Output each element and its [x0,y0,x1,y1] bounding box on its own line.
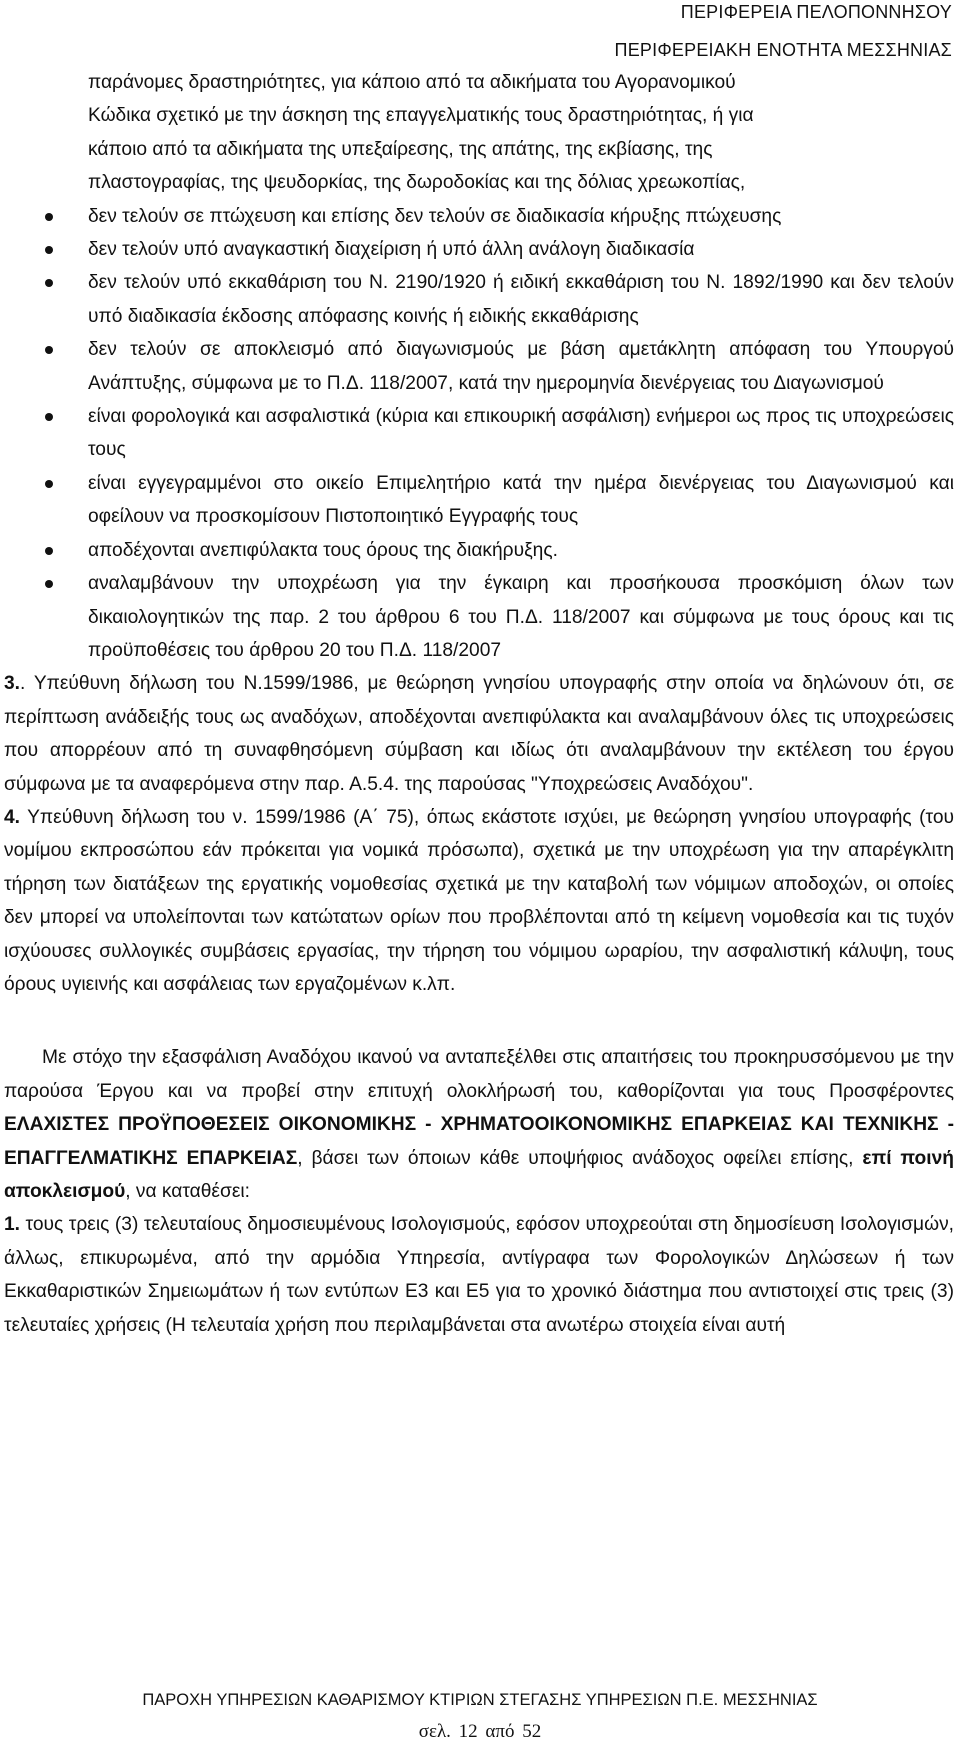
list-item: αναλαμβάνουν την υποχρέωση για την έγκαιρη και προσήκουσα προσκόμιση όλων των δικαιολογητικών της παρ. 2 του άρθρου 6 του Π.Δ. 118/2007 και σύμφωνα με τους όρους και τις προϋποθέσεις του άρθρου 20 του Π.Δ. 118/2007 [4,567,954,667]
list-item: αποδέχονται ανεπιφύλακτα τους όρους της διακήρυξης. [4,534,954,567]
item-number: 1. [4,1214,21,1236]
bullet-icon [45,246,53,254]
intro-paragraph: Με στόχο την εξασφάλιση Αναδόχου ικανού να ανταπεξέλθει στις απαιτήσεις του προκηρυσσόμενου με την παρούσα Έργου και να προβεί στην επιτυχή ολοκλήρωσή του, καθορίζονται για τους Προσφέροντες ΕΛΑΧΙΣΤΕΣ ΠΡΟΫΠΟΘΕΣΕΙΣ ΟΙΚΟΝΟΜΙΚΗΣ - ΧΡΗΜΑΤΟΟΙΚΟΝΟΜΙΚΗΣ ΕΠΑΡΚΕΙΑΣ ΚΑΙ ΤΕΧΝΙΚΗΣ - ΕΠΑΓΓΕΛΜΑΤΙΚΗΣ ΕΠΑΡΚΕΙΑΣ, βάσει των όποιων κάθε υποψήφιος ανάδοχος οφείλει επίσης, επί ποινή αποκλεισμού, να καταθέσει: [4,1047,954,1202]
bullet-icon [45,213,53,221]
item-1-paragraph: 1. τους τρεις (3) τελευταίους δημοσιευμένους Ισολογισμούς, εφόσον υποχρεούται στη δημοσίευση Ισολογισμών, άλλως, επικυρωμένα, από την αρμόδια Υπηρεσία, αντίγραφα των Φορολογικών Δηλώσεων ή των Εκκαθαριστικών Σημειωμάτων ή των εντύπων Ε3 και Ε5 για το χρονικό διάστημα που αντιστοιχεί στις τρεις (3) τελευταίες χρήσεις (Η τελευταία χρήση που περιλαμβάνεται στα ανωτέρω στοιχεία είναι αυτή [4,1214,954,1336]
item-4-paragraph: 4. Υπεύθυνη δήλωση του ν. 1599/1986 (Α΄ 75), όπως εκάστοτε ισχύει, με θεώρηση γνησίου υπογραφής (του νομίμου εκπροσώπου εάν πρόκειται για νομικά πρόσωπα), σχετικά με την υποχρέωση για την απαρέγκλιτη τήρηση των διατάξεων της εργατικής νομοθεσίας σχετικά με την καταβολή των νόμιμων αποδοχών, οι οποίες δεν μπορεί να υπολείπονται των κατώτατων ορίων που προβλέπονται από τη κείμενη νομοθεσία και τις τυχόν ισχύουσες συλλογικές συμβάσεις εργασίας, την τήρηση του νόμιμου ωραρίου, την ασφαλιστική κάλυψη, τους όρους υγιεινής και ασφάλειας των εργαζομένων κ.λπ. [4,806,954,995]
footer-title: ΠΑΡΟΧΗ ΥΠΗΡΕΣΙΩΝ ΚΑΘΑΡΙΣΜΟΥ ΚΤΙΡΙΩΝ ΣΤΕΓΑΣΗΣ ΥΠΗΡΕΣΙΩΝ Π.Ε. ΜΕΣΣΗΝΙΑΣ [142,1691,818,1709]
page-number: σελ. 12 από 52 [418,1721,542,1742]
item-3-paragraph: 3.. Υπεύθυνη δήλωση του Ν.1599/1986, με θεώρηση γνησίου υπογραφής στην οποία να δηλώνουν ότι, σε περίπτωση ανάδειξής τους ως αναδόχων, αποδέχονται ανεπιφύλακτα και αναλαμβάνουν όλες τις υποχρεώσεις που απορρέουν από τη συναφθησόμενη σύμβαση και ιδίως ότι αναλαμβάνουν την εκτέλεση του έργου σύμφωνα με τα αναφερόμενα στην παρ. Α.5.4. της παρούσας "Υποχρεώσεις Αναδόχου". [4,673,954,795]
continuation-line: κάποιο από τα αδικήματα της υπεξαίρεσης, της απάτης, της εκβίασης, της [88,138,713,160]
bullet-icon [45,547,53,555]
list-item: είναι εγγεγραμμένοι στο οικείο Επιμελητήριο κατά την ημέρα διενέργειας του Διαγωνισμού και οφείλουν να προσκομίσουν Πιστοποιητικό Εγγραφής τους [4,467,954,534]
list-item: δεν τελούν σε αποκλεισμό από διαγωνισμούς με βάση αμετάκλητη απόφαση του Υπουργού Ανάπτυξης, σύμφωνα με το Π.Δ. 118/2007, κατά την ημερομηνία διενέργειας του Διαγωνισμού [4,333,954,400]
item-number: 4. [4,806,21,828]
document-body [4,66,954,1342]
bullet-icon [45,346,53,354]
header-unit: ΠΕΡΙΦΕΡΕΙΑΚΗ ΕΝΟΤΗΤΑ ΜΕΣΣΗΝΙΑΣ [614,40,952,60]
penalty-note: επί ποινή αποκλεισμού [4,1147,954,1202]
continuation-line: παράνομες δραστηριότητες, για κάποιο από τα αδικήματα του Αγορανομικού [88,72,736,93]
continuation-line: πλαστογραφίας, της ψευδορκίας, της δωροδοκίας και της δόλιας χρεωκοπίας, [88,172,746,194]
bullet-icon [45,580,53,588]
requirements-list [4,200,954,668]
list-item: δεν τελούν σε πτώχευση και επίσης δεν τελούν σε διαδικασία κήρυξης πτώχευσης [4,200,954,233]
list-item: δεν τελούν υπό αναγκαστική διαχείριση ή υπό άλλη ανάλογη διαδικασία [4,233,954,266]
item-number: 3. [4,673,21,695]
continuation-line: Κώδικα σχετικό με την άσκηση της επαγγελματικής τους δραστηριότητας, ή για [88,105,754,127]
bullet-icon [45,279,53,287]
requirements-heading: ΕΛΑΧΙΣΤΕΣ ΠΡΟΫΠΟΘΕΣΕΙΣ ΟΙΚΟΝΟΜΙΚΗΣ - ΧΡΗΜΑΤΟΟΙΚΟΝΟΜΙΚΗΣ ΕΠΑΡΚΕΙΑΣ ΚΑΙ ΤΕΧΝΙΚΗΣ - ΕΠΑΓΓΕΛΜΑΤΙΚΗΣ ΕΠΑΡΚΕΙΑΣ [4,1114,954,1169]
bullet-icon [45,413,53,421]
list-item: είναι φορολογικά και ασφαλιστικά (κύρια και επικουρική ασφάλιση) ενήμεροι ως προς τις υποχρεώσεις τους [4,400,954,467]
header-region: ΠΕΡΙΦΕΡΕΙΑ ΠΕΛΟΠΟΝΝΗΣΟΥ [680,2,952,22]
list-item: δεν τελούν υπό εκκαθάριση του Ν. 2190/1920 ή ειδική εκκαθάριση του Ν. 1892/1990 και δεν τελούν υπό διαδικασία έκδοσης απόφασης κοινής ή ειδικής εκκαθάρισης [4,266,954,333]
bullet-icon [45,480,53,488]
